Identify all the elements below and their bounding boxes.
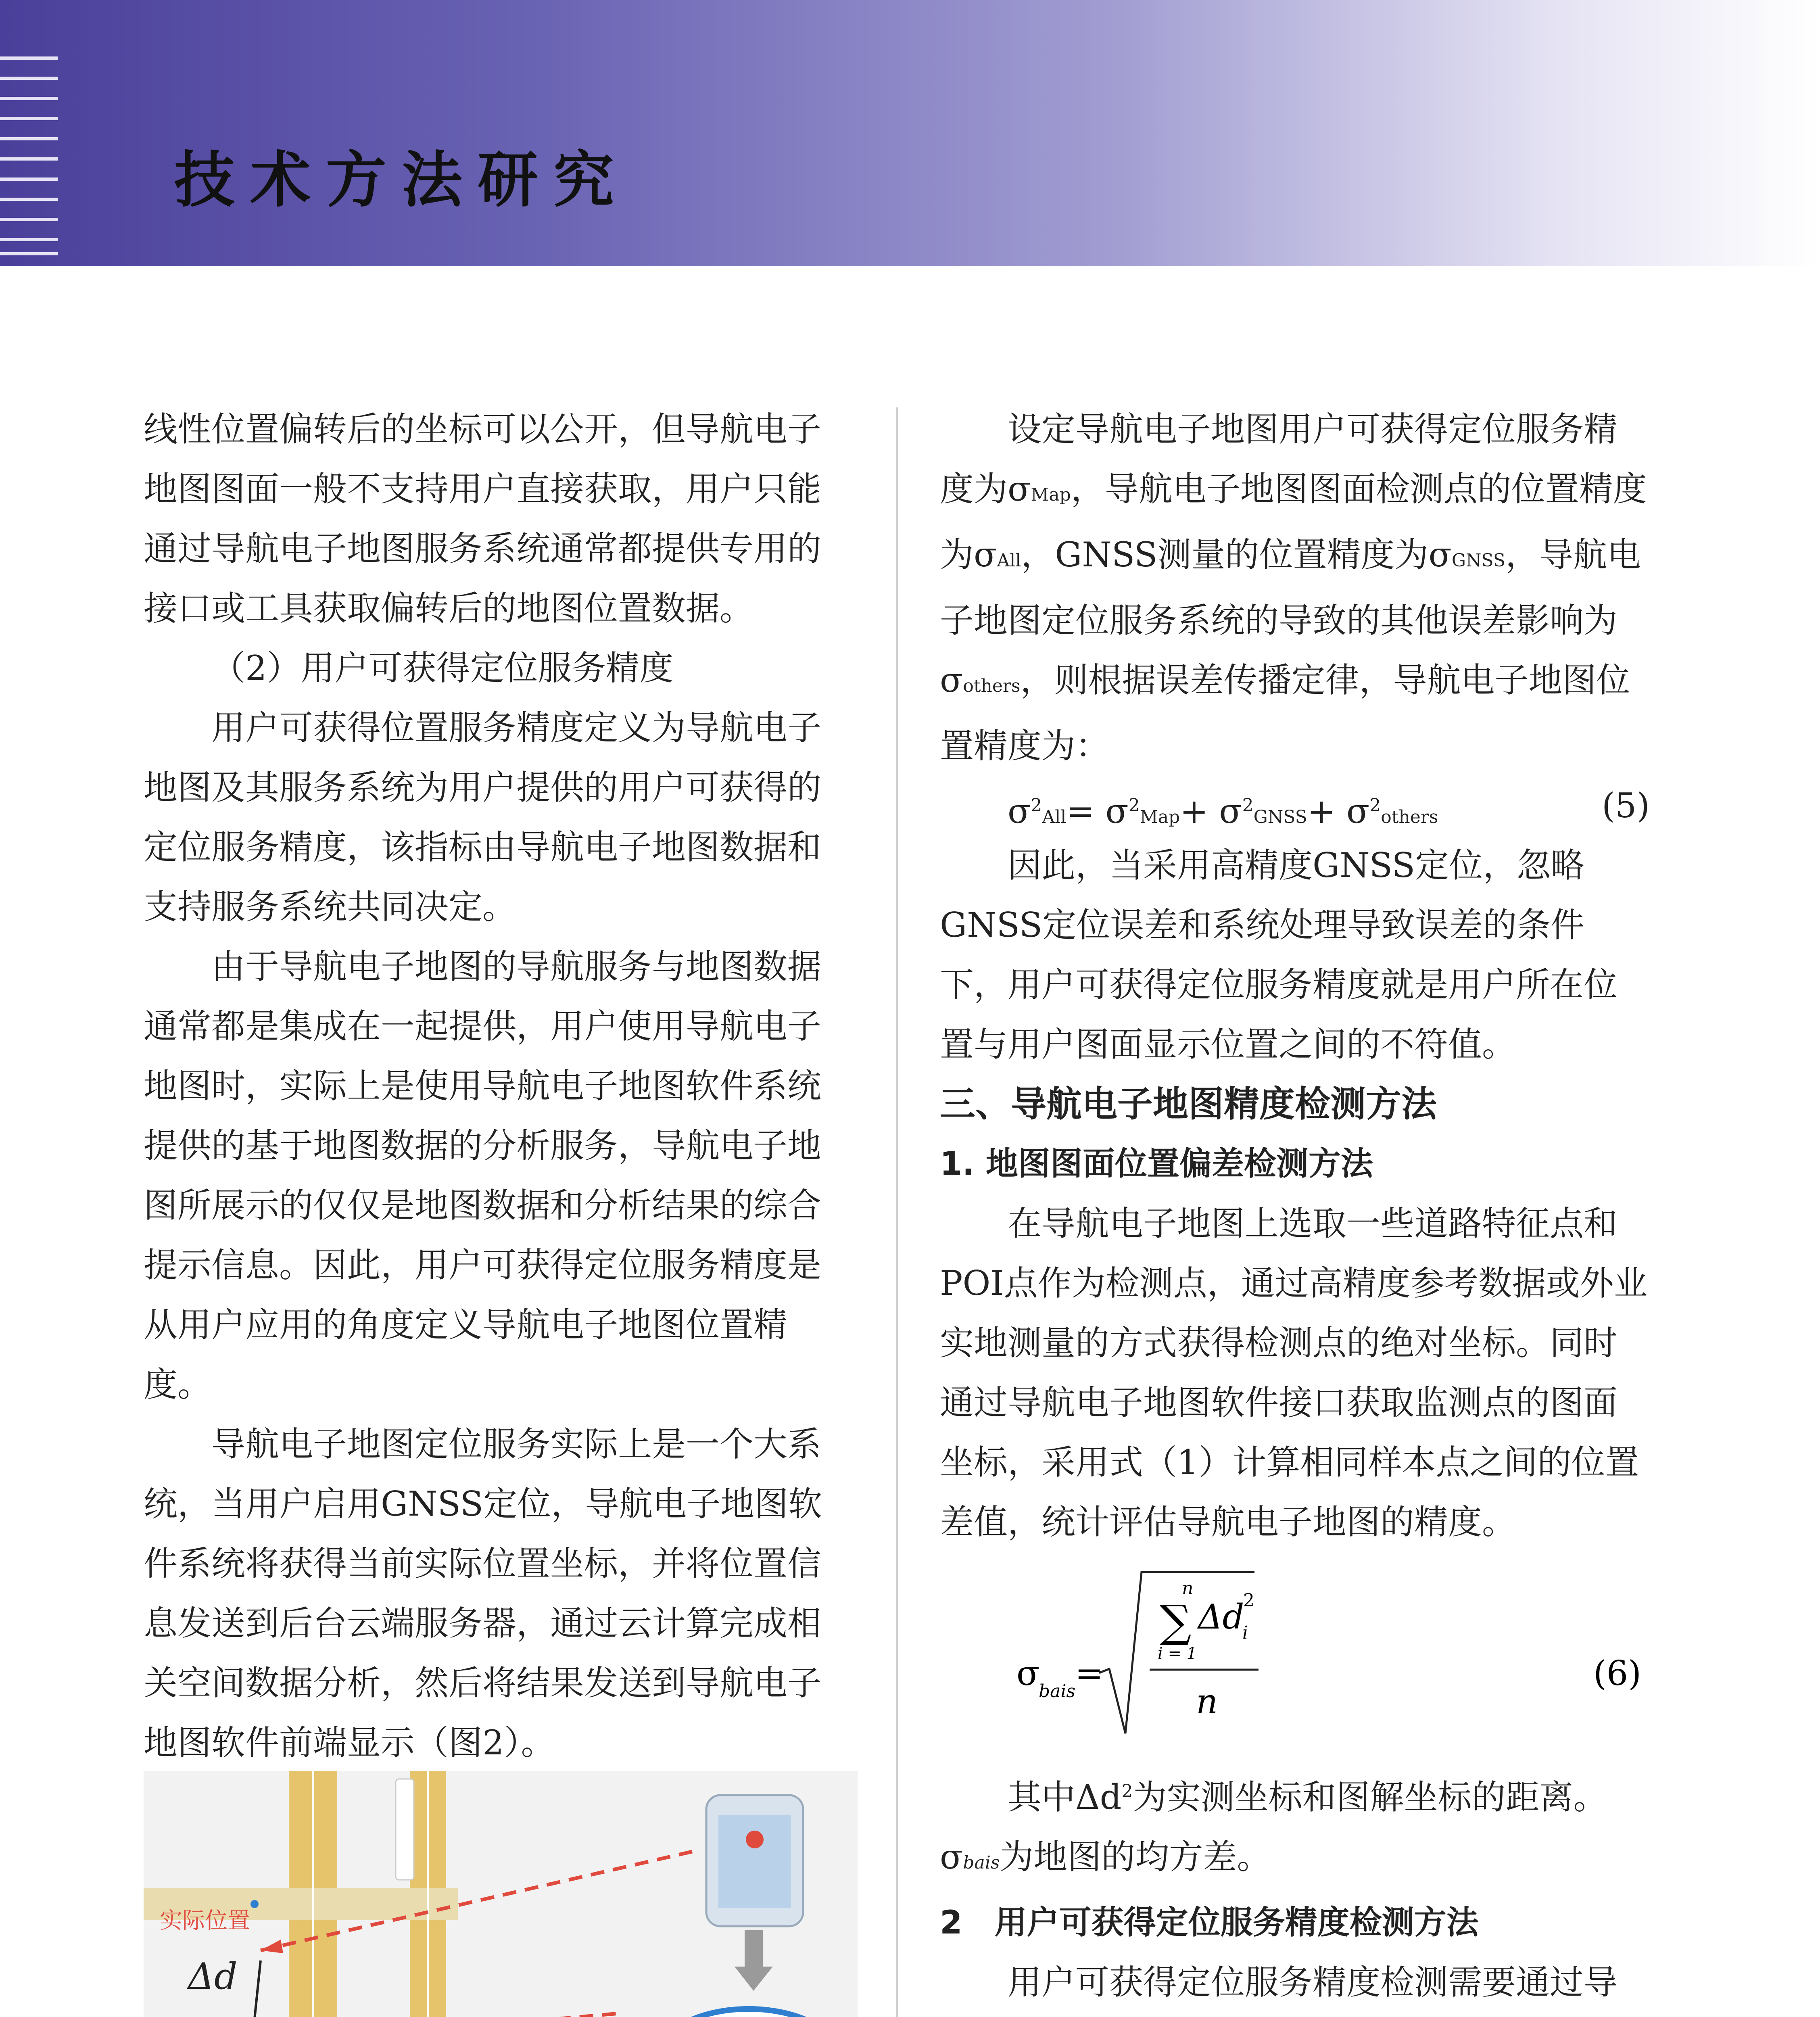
equation-number: (6) xyxy=(1593,1654,1641,1693)
header-rule xyxy=(0,137,58,140)
equation-5 xyxy=(940,776,1650,835)
column-divider xyxy=(896,407,898,2017)
paragraph: 设定导航电子地图用户可获得定位服务精度为σMap，导航电子地图图面检测点的位置精度为σAll，GNSS测量的位置精度为σGNSS，导航电子地图定位服务系统的导致的其他误差影响为σothers，则根据误差传播定律，导航电子地图位置精度为： xyxy=(940,409,1647,766)
header-rule xyxy=(0,157,58,161)
paragraph: 其中$\Delta d^2$为实测坐标和图解坐标的距离。 xyxy=(1008,1777,1607,1817)
svg-text:∑: ∑ xyxy=(1160,1595,1192,1647)
figure-illustration xyxy=(144,1771,858,2017)
svg-text:Δd: Δd xyxy=(1198,1597,1244,1637)
svg-text:n: n xyxy=(1196,1682,1218,1721)
svg-text:=: = xyxy=(1075,1654,1104,1693)
paragraph: 导航电子地图定位服务实际上是一个大系统，当用户启用GNSS定位，导航电子地图软件系统将获得当前实际位置坐标，并将位置信息发送到后台云端服务器，通过云计算完成相关空间数据分析，然后将结果发送到导航电子地图软件前端显示（图2）。 xyxy=(144,1424,822,1762)
phone-screen xyxy=(718,1815,791,1908)
svg-text:σ: σ xyxy=(1016,1654,1040,1693)
header-rule xyxy=(0,97,58,100)
header-rule xyxy=(0,177,58,181)
header-rule xyxy=(0,56,58,60)
equation-6-graphic xyxy=(940,1564,1650,1758)
map-pin-icon xyxy=(746,1831,764,1848)
header-rule xyxy=(0,77,58,80)
paragraph: 因此，当采用高精度GNSS定位，忽略GNSS定位误差和系统处理导致误差的条件下，用户可获得定位服务精度就是用户所在位置与用户图面显示位置之间的不符值。 xyxy=(940,846,1618,1064)
header-rule xyxy=(0,238,58,241)
paragraph: σbais为地图的均方差。 xyxy=(940,1837,1271,1877)
header-rule xyxy=(0,252,58,255)
equation-number: (5) xyxy=(1602,786,1650,825)
paragraph: 由于导航电子地图的导航服务与地图数据通常都是集成在一起提供，用户使用导航电子地图时，实际上是使用导航电子地图软件系统提供的基于地图数据的分析服务，导航电子地图所展示的仅仅是地图数据和分析结果的综合提示信息。因此，用户可获得定位服务精度是从用户应用的角度定义导航电子地图位置精度。 xyxy=(144,947,822,1404)
subsection-heading: 1. 地图图面位置偏差检测方法 xyxy=(940,1145,1373,1182)
header-rule xyxy=(0,218,58,221)
subheading: （2）用户可获得定位服务精度 xyxy=(211,648,674,688)
svg-text:n: n xyxy=(1182,1578,1194,1599)
svg-text:2: 2 xyxy=(1243,1590,1254,1611)
down-arrow-icon xyxy=(745,1930,763,1967)
paragraph: 在导航电子地图上选取一些道路特征点和POI点作为检测点，通过高精度参考数据或外业实地测量的方式获得检测点的绝对坐标。同时通过导航电子地图软件接口获取监测点的图面坐标，采用式（1）计算相同样本点之间的位置差值，统计评估导航电子地图的精度。 xyxy=(940,1204,1648,1542)
svg-text:i = 1: i = 1 xyxy=(1158,1644,1197,1663)
section-title: 技术方法研究 xyxy=(174,145,630,215)
paragraph: 线性位置偏转后的坐标可以公开，但导航电子地图图面一般不支持用户直接获取，用户只能通过导航电子地图服务系统通常都提供专用的接口或工具获取偏转后的地图位置数据。 xyxy=(144,409,822,628)
figure-2 xyxy=(144,1771,858,2017)
svg-text:bais: bais xyxy=(1039,1681,1076,1702)
section-heading: 三、导航电子地图精度检测方法 xyxy=(940,1083,1437,1125)
header-rule xyxy=(0,198,58,201)
map-toolbar xyxy=(396,1779,414,1880)
header-rule xyxy=(0,117,58,120)
svg-text:i: i xyxy=(1242,1622,1248,1643)
header-band xyxy=(0,0,1820,266)
label-actual-position: 实际位置 xyxy=(160,1908,250,1934)
paragraph: 用户可获得定位服务精度检测需要通过导 xyxy=(1008,1963,1618,2002)
equation-body: $\sigma^2All= \sigma^2Map+$ $\sigma^2GNSS+$ $\sigma^2others$ xyxy=(1008,791,1438,831)
left-column xyxy=(144,399,854,1773)
equation-6 xyxy=(940,1564,1650,1758)
paragraph: 用户可获得位置服务精度定义为导航电子地图及其服务系统为用户提供的用户可获得的定位服务精度，该指标由导航电子地图数据和支持服务系统共同决定。 xyxy=(144,708,822,927)
label-delta: Δd xyxy=(188,1955,238,1998)
poi-marker xyxy=(250,1900,259,1908)
right-column xyxy=(940,399,1650,2017)
subsection-heading: 2 用户可获得定位服务精度检测方法 xyxy=(940,1904,1479,1941)
